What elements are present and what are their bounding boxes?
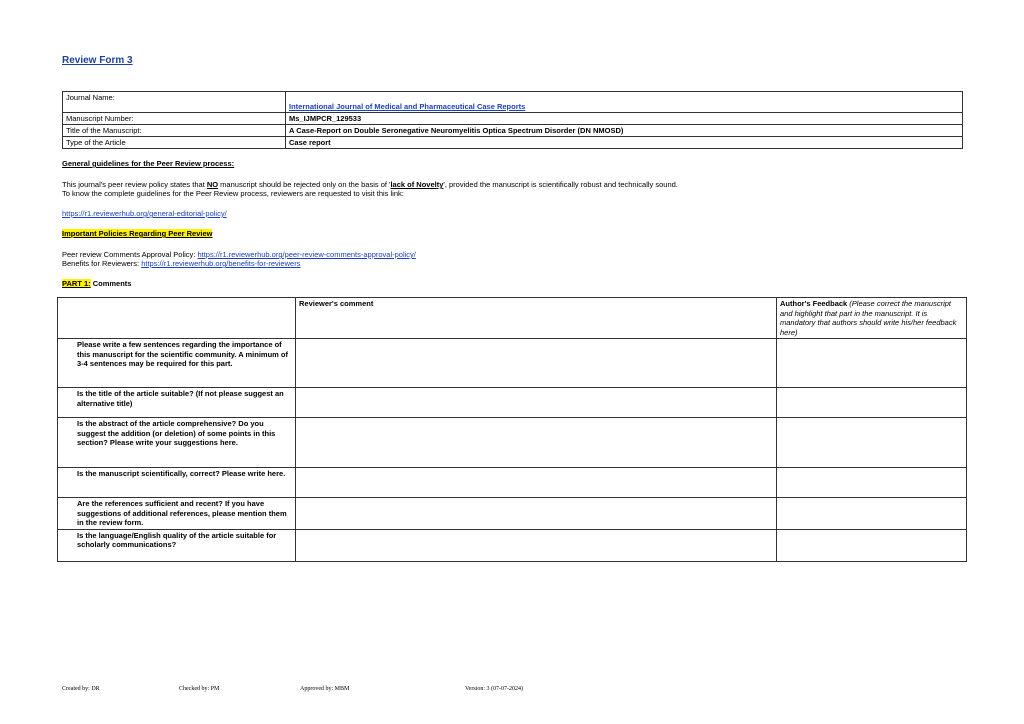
question-text: Are the references sufficient and recent? If you have suggestions of additional references, please mention them in the review form. [58,498,296,530]
reviewer-comment-cell[interactable] [296,468,777,498]
novelty-emphasis: lack of Novelty [390,180,444,189]
page-title: Review Form 3 [62,55,133,66]
question-row [58,498,967,530]
guidelines-link-line [62,209,227,218]
manuscript-value: Ms_IJMPCR_129533 [286,113,963,125]
footer-approved: Approved by: MBM [300,686,350,692]
manuscript-label: Manuscript Number: [63,113,286,125]
reviewer-comment-cell[interactable] [296,388,777,418]
footer-checked: Checked by: PM [179,686,220,692]
manuscript-row [63,113,963,125]
question-row [58,418,967,468]
author-feedback-cell[interactable] [777,529,967,561]
journal-value[interactable] [286,92,963,113]
part1-heading: PART 1: Comments [62,279,132,288]
guidelines-heading: General guidelines for the Peer Review process: [62,159,235,168]
type-row [63,137,963,149]
type-label: Type of the Article [63,137,286,149]
policies-links: Peer review Comments Approval Policy: https://r1.reviewerhub.org/peer-review-comments-approval-policy/ Benefits for Reviewers: https://r1.reviewerhub.org/benefits-for-reviewers [62,250,416,268]
footer-version: Version: 3 (07-07-2024) [465,686,523,692]
title-row [63,125,963,137]
no-emphasis: NO [206,180,219,189]
reviewer-comment-cell[interactable] [296,498,777,530]
journal-label: Journal Name: [63,92,286,113]
question-text: Is the language/English quality of the article suitable for scholarly communications? [58,529,296,561]
empty-header [58,298,296,339]
journal-link[interactable]: International Journal of Medical and Pharmaceutical Case Reports [289,102,526,111]
author-feedback-cell[interactable] [777,468,967,498]
question-row [58,339,967,388]
question-row [58,529,967,561]
author-feedback-cell[interactable] [777,339,967,388]
question-text: Please write a few sentences regarding the importance of this manuscript for the scientific community. A minimum of 3-4 sentences may be required for this part. [58,339,296,388]
editorial-policy-link[interactable]: https://r1.reviewerhub.org/general-editorial-policy/ [62,209,227,218]
reviewer-comment-cell[interactable] [296,339,777,388]
policies-heading: Important Policies Regarding Peer Review [62,229,213,238]
author-feedback-cell[interactable] [777,388,967,418]
benefits-link[interactable]: https://r1.reviewerhub.org/benefits-for-reviewers [141,259,301,268]
reviewer-comment-cell[interactable] [296,529,777,561]
question-text: Is the abstract of the article comprehensive? Do you suggest the addition (or deletion) of some points in this section? Please write your suggestions here. [58,418,296,468]
footer-created: Created by: DR [62,686,100,692]
author-feedback-header: Author's Feedback (Please correct the manuscript and highlight that part in the manuscript. It is mandatory that authors should write his/her feedback here) [777,298,967,339]
guidelines-paragraph: This journal's peer review policy states that NO manuscript should be rejected only on the basis of 'lack of Novelty', provided the manuscript is scientifically robust and technically sound. To know the complete guidelines for the Peer Review process, reviewers are requested to visit this link: [62,180,678,198]
author-feedback-cell[interactable] [777,498,967,530]
author-feedback-cell[interactable] [777,418,967,468]
approval-policy-link[interactable]: https://r1.reviewerhub.org/peer-review-comments-approval-policy/ [197,250,416,259]
manuscript-info-table [62,91,963,149]
reviewer-comment-cell[interactable] [296,418,777,468]
question-row [58,388,967,418]
journal-row [63,92,963,113]
title-label: Title of the Manuscript: [63,125,286,137]
reviewer-comment-header: Reviewer's comment [296,298,777,339]
question-row [58,468,967,498]
question-text: Is the manuscript scientifically, correct? Please write here. [58,468,296,498]
title-value: A Case-Report on Double Seronegative Neuromyelitis Optica Spectrum Disorder (DN NMOSD) [286,125,963,137]
comments-header-row [58,298,967,339]
comments-table [57,297,967,562]
question-text: Is the title of the article suitable? (If not please suggest an alternative title) [58,388,296,418]
type-value: Case report [286,137,963,149]
